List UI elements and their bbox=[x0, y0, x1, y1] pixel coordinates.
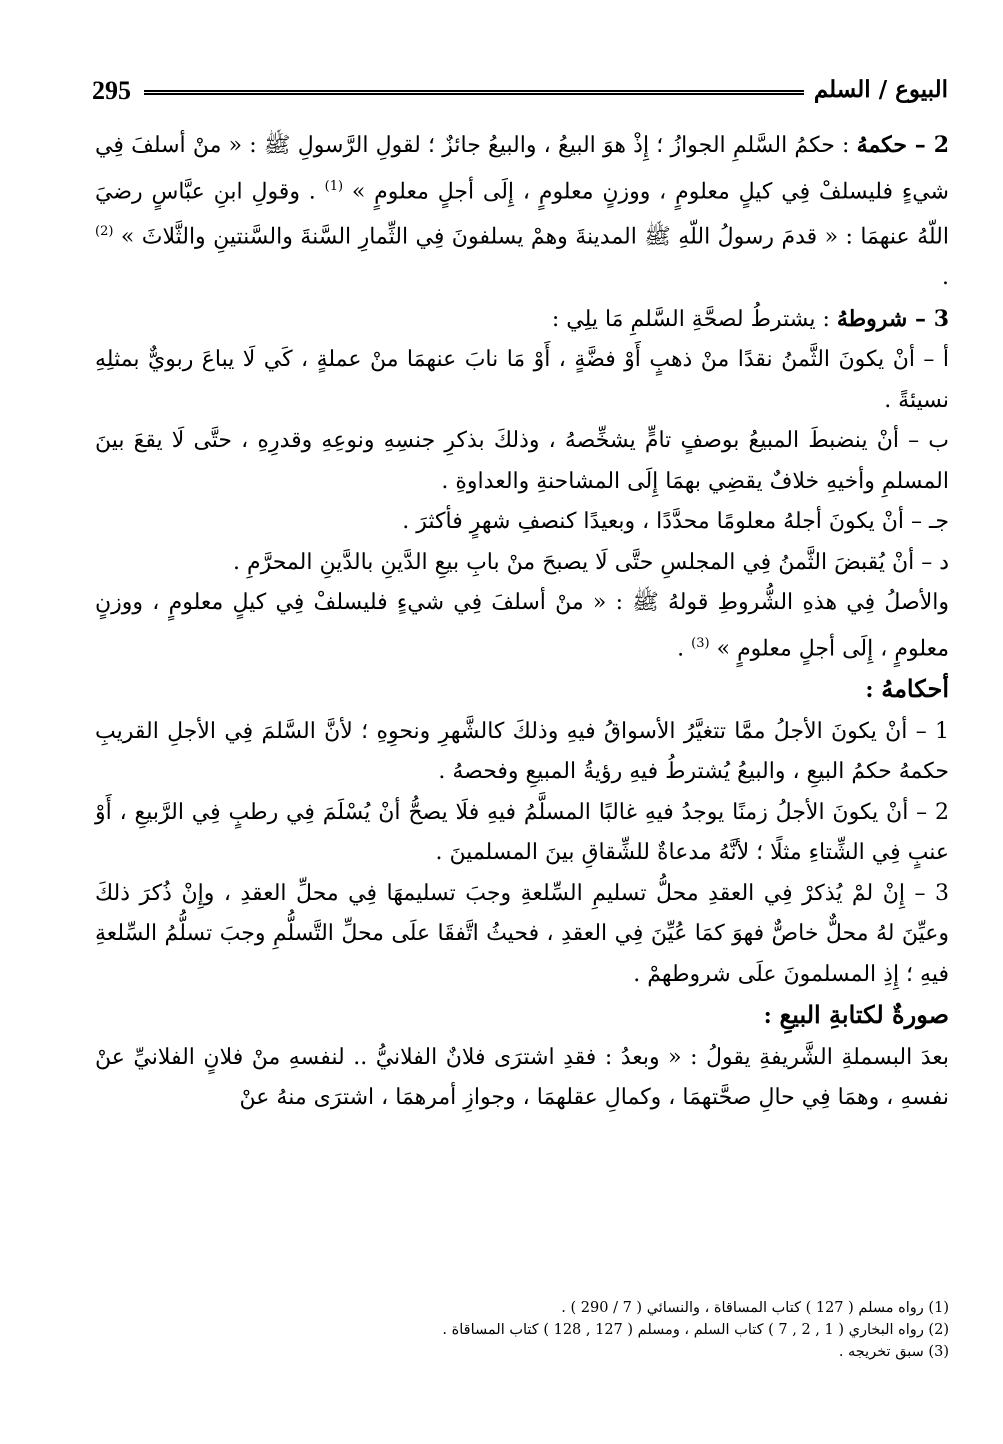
footnote-1: (1) رواه مسلم ( 127 ) كتاب المساقاة ، والنسائي ( 7 / 290 ) . bbox=[561, 1300, 949, 1316]
rulings-heading-text: أحكامهُ bbox=[881, 674, 949, 704]
contract-form-heading-text: صورةٌ لكتابةِ البيعِ bbox=[779, 1000, 949, 1030]
paragraph-conditions bbox=[95, 299, 949, 341]
origin-text: والأصلُ فِي هذهِ الشُّروطِ قولهُ ﷺ : « منْ أسلفَ فِي شيءٍ فليسلفْ فِي كيلٍ معلومٍ ، ووزنٍ معلومٍ ، إِلَى أجلٍ معلومٍ » bbox=[95, 590, 950, 661]
ruling-item-1: 1 – أنْ يكونَ الأجلُ ممَّا تتغيَّرُ الأسواقُ فيهِ وذلكَ كالشَّهرِ ونحوِهِ ؛ لأنَّ السَّلمَ فِي الأجلِ القريبِ حكمهُ حكمُ البيعِ ، والبيعُ يُشترطُ فيهِ رؤيةُ المبيعِ وفحصهُ . bbox=[95, 718, 949, 785]
footnote-ref-2: (2) bbox=[95, 224, 114, 240]
ruling-end: . bbox=[942, 265, 949, 291]
footnote-ref-1: (1) bbox=[324, 178, 344, 194]
page-header bbox=[92, 74, 948, 114]
footnote-3: (3) سبق تخريجه . bbox=[838, 1344, 949, 1360]
origin-end: . bbox=[677, 635, 692, 661]
contract-form-heading-colon: : bbox=[763, 1003, 780, 1030]
ruling-label: 2 – حكمهُ bbox=[856, 132, 949, 158]
ruling-item-2: 2 – أنْ يكونَ الأجلُ زمنًا يوجدُ فيهِ غالبًا المسلَّمُ فيهِ فلَا يصحُّ أنْ يُسْلَمَ فِي رطبٍ فِي الرَّبيعِ ، أَوْ عنبٍ فِي الشِّتاءِ مثلًا ؛ لأنَّهُ مدعاةٌ للشِّقاقِ بينَ المسلمينَ . bbox=[95, 799, 949, 866]
paragraph-origin bbox=[95, 583, 949, 669]
body-text bbox=[95, 125, 949, 1119]
running-title: البيوع / السلم bbox=[813, 76, 948, 103]
condition-d: د – أنْ يُقبضَ الثَّمنُ فِي المجلسِ حتَّى لَا يصبحَ منْ بابِ بيعِ الدَّينِ بالدَّينِ المحرَّمِ . bbox=[232, 549, 949, 575]
conditions-label: 3 – شروطهُ bbox=[836, 305, 949, 332]
condition-b: ب – أنْ ينضبطَ المبيعُ بوصفٍ تامٍّ يشخِّصهُ ، وذلكَ بذكرِ جنسِهِ ونوعِهِ وقدرِهِ ، حتَّى لَا يقعَ بينَ المسلمِ وأخيهِ خلافٌ يقضِي بهمَا إِلَى المشاحنةِ والعداوةِ . bbox=[95, 428, 949, 494]
conditions-text: : يشترطُ لصحَّةِ السَّلمِ مَا يلِي : bbox=[551, 306, 837, 332]
condition-a: أ – أنْ يكونَ الثَّمنُ نقدًا منْ ذهبٍ أَوْ فضَّةٍ ، أَوْ مَا نابَ عنهمَا منْ عملةٍ ، كَي لَا يباعَ ربويٌّ بمثلِهِ نسيئةً . bbox=[95, 347, 949, 413]
footnote-ref-3: (3) bbox=[691, 635, 710, 651]
ruling-item-3: 3 – إِنْ لمْ يُذكرْ فِي العقدِ محلُّ تسليمِ السِّلعةِ وجبَ تسليمهَا فِي محلِّ العقدِ ، وإِنْ ذُكرَ ذلكَ وعيِّنَ لهُ محلٌّ خاصٌّ فهوَ كمَا عُيِّنَ فِي العقدِ ، فحيثُ اتَّفقَا علَى محلِّ التَّسلُّمِ وجبَ تسلُّمُ السِّلعةِ فيهِ ؛ إِذِ المسلمونَ علَى شروطهمْ . bbox=[95, 880, 949, 987]
footnotes bbox=[95, 1297, 949, 1363]
rulings-heading-colon: : bbox=[865, 677, 882, 704]
header-rule bbox=[144, 90, 804, 95]
rulings-heading bbox=[95, 669, 949, 712]
footnote-2: (2) رواه البخاري ( 1 , 2 , 7 ) كتاب السلم ، ومسلم ( 127 , 128 ) كتاب المساقاة . bbox=[442, 1322, 949, 1338]
ruling-text: : حكمُ السَّلمِ الجوازُ ؛ إِذْ هوَ البيعُ ، والبيعُ جائزٌ ؛ لقولِ الرَّسولِ ﷺ : « منْ أسلفَ فِي شيءٍ فليسلفْ فِي كيلٍ معلومٍ ، ووزنٍ معلومٍ ، إِلَى أجلٍ معلومٍ » bbox=[95, 133, 949, 204]
page-number: 295 bbox=[92, 76, 131, 105]
ruling-text-2: . وقولِ ابنِ عبَّاسٍ رضيَ اللّهُ عنهمَا : « قدمَ رسولُ اللّهِ ﷺ المدينةَ وهمْ يسلفونَ فِي الثِّمارِ السَّنةَ والسَّنتينِ والثَّلاثَ » bbox=[95, 178, 949, 250]
condition-c: جـ – أنْ يكونَ أجلهُ معلومًا محدَّدًا ، وبعيدًا كنصفِ شهرٍ فأكثرَ . bbox=[402, 509, 949, 535]
contract-form-text: بعدَ البسملةِ الشَّريفةِ يقولُ : « وبعدُ : فقدِ اشترَى فلانٌ الفلانيُّ .. لنفسهِ منْ فلانٍ الفلانيِّ عنْ نفسهِ ، وهمَا فِي حالِ صحَّتهمَا ، وكمالِ عقلهمَا ، وجوازِ أمرهمَا ، اشترَى منهُ عنْ bbox=[95, 1044, 949, 1111]
paragraph-ruling bbox=[95, 125, 949, 299]
contract-form-heading bbox=[95, 995, 949, 1038]
